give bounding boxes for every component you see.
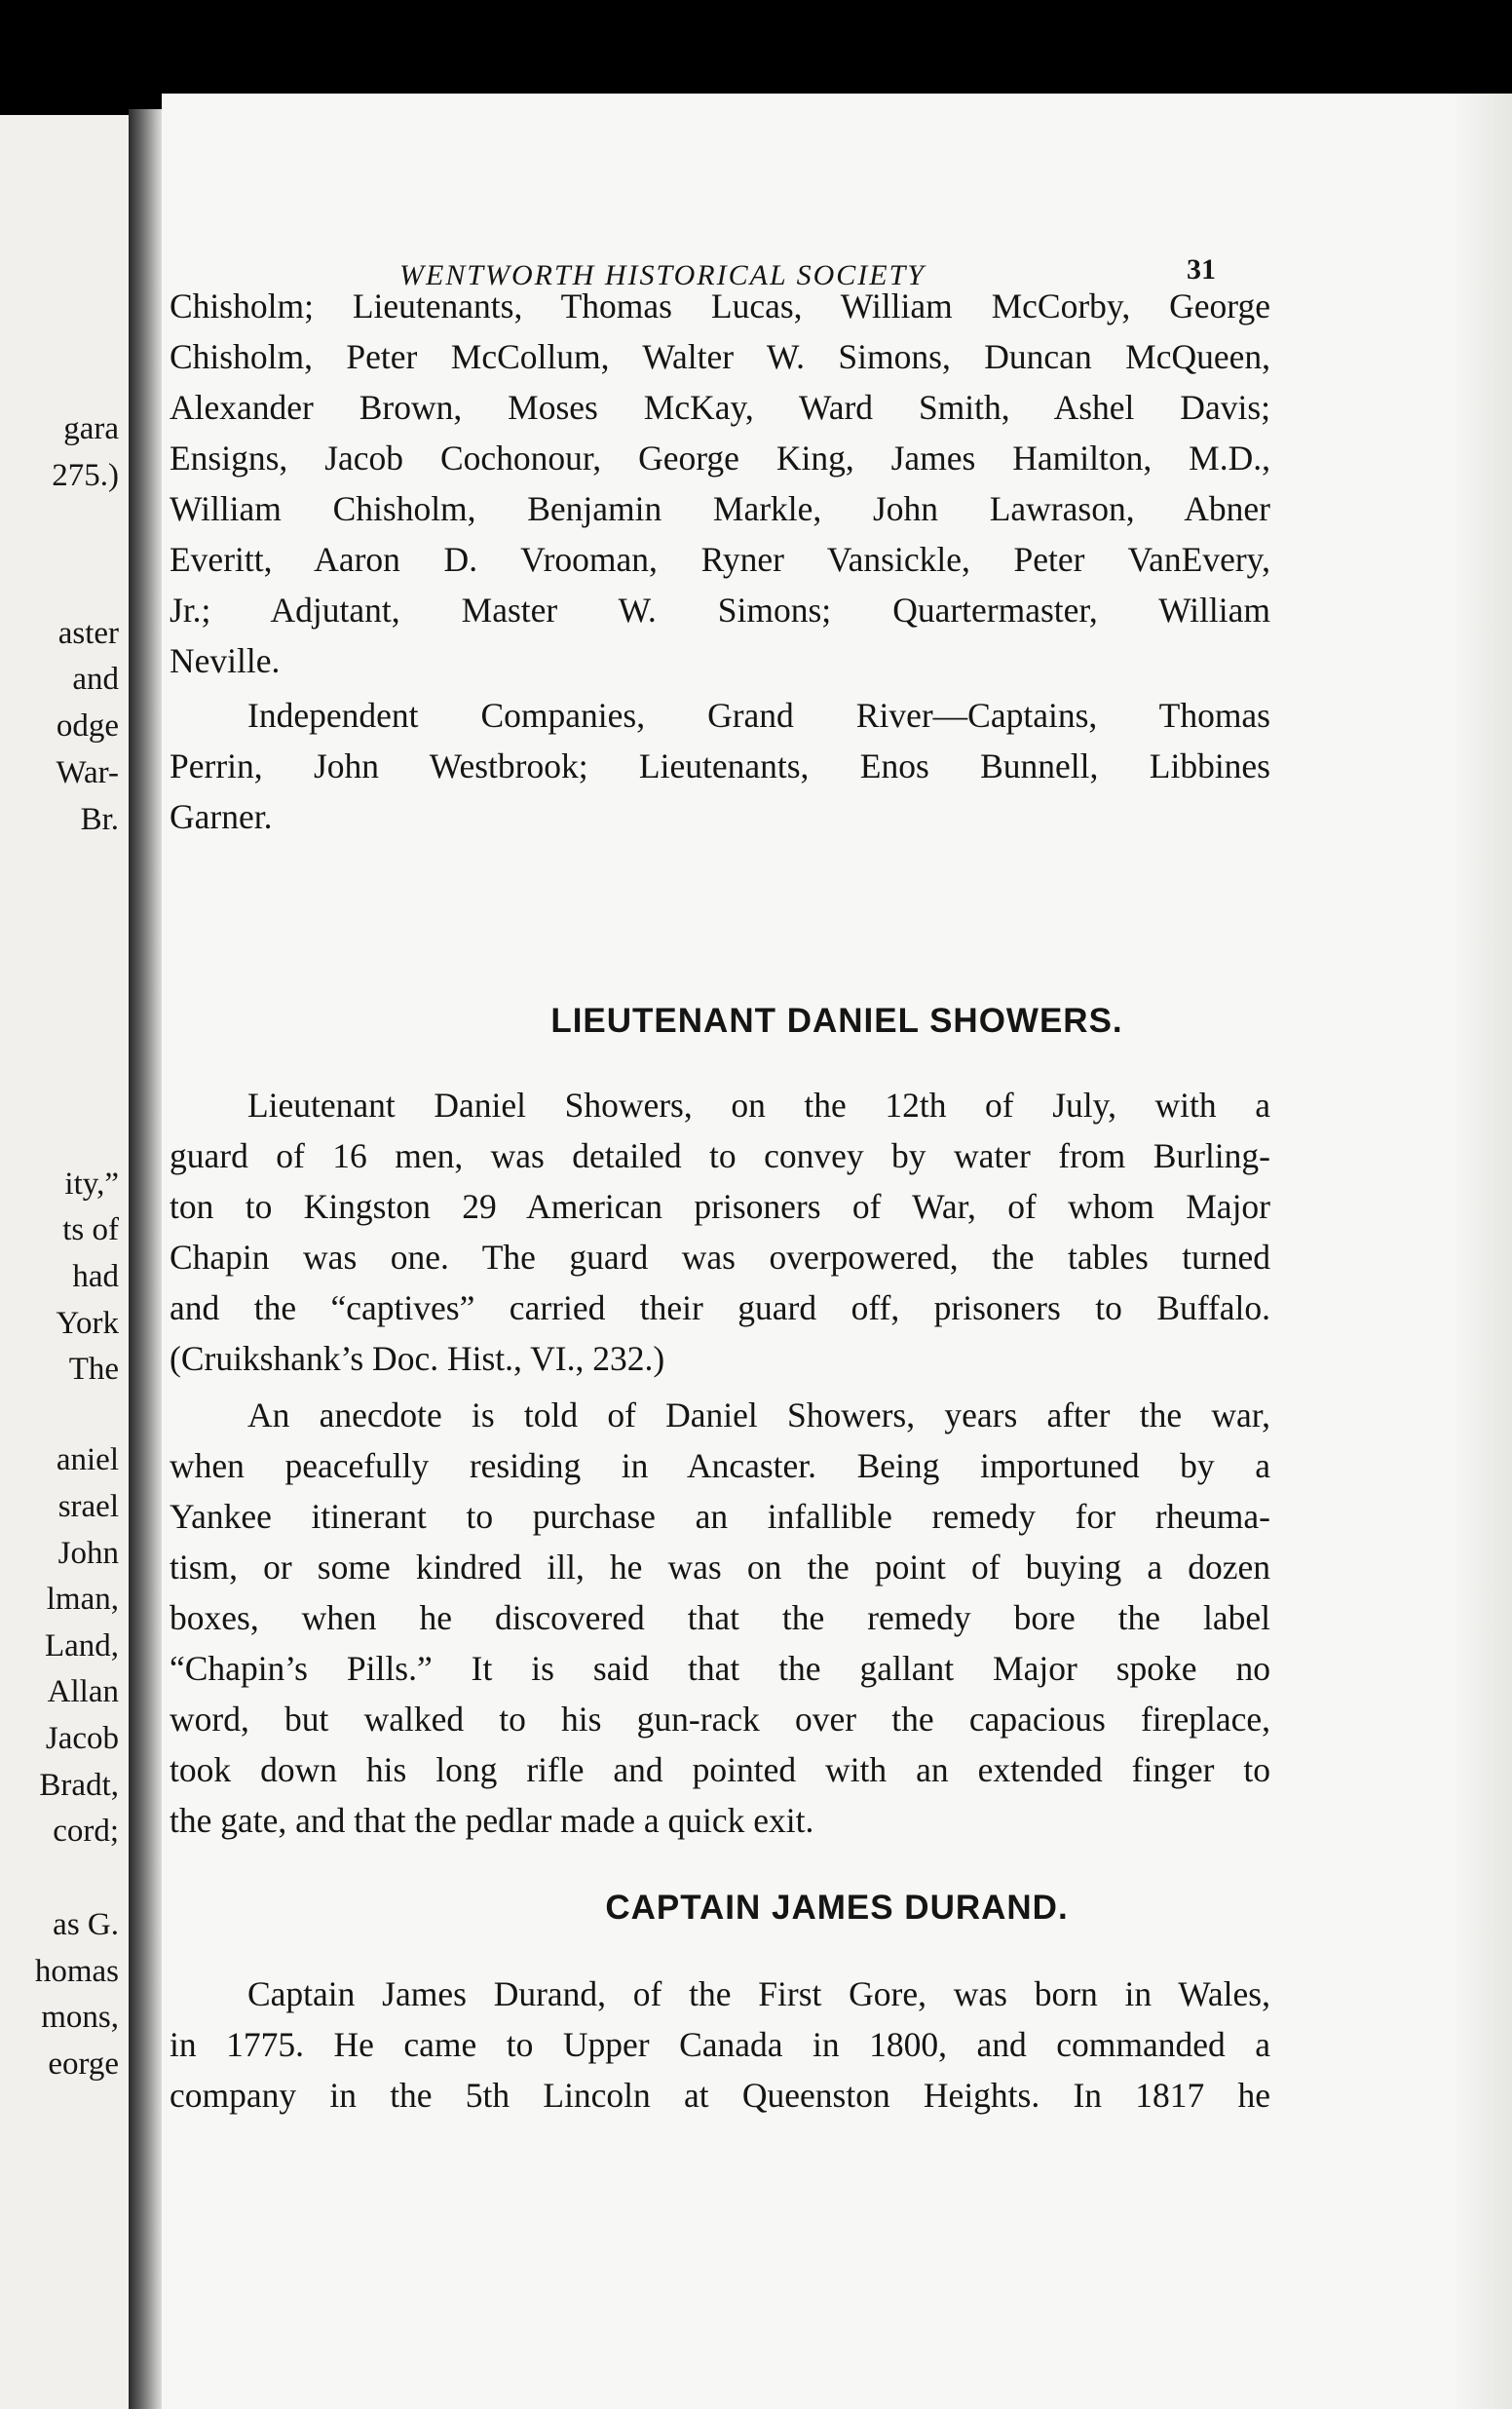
previous-page-text-line: Br. <box>80 802 119 837</box>
text-line: Chisholm, Peter McCollum, Walter W. Simons, Duncan McQueen, <box>170 337 1270 376</box>
page-edge <box>1455 94 1512 2409</box>
previous-page-text-line: 275.) <box>52 458 119 493</box>
text-line: Jr.; Adjutant, Master W. Simons; Quartermaster, William <box>170 591 1270 630</box>
section-heading-durand: CAPTAIN JAMES DURAND. <box>605 1889 1069 1927</box>
text-line: boxes, when he discovered that the remedy bore the label <box>170 1598 1270 1637</box>
text-line: guard of 16 men, was detailed to convey by water from Burling- <box>170 1136 1270 1175</box>
text-line: the gate, and that the pedlar made a quick exit. <box>170 1801 814 1840</box>
previous-page-text-line: The <box>68 1352 119 1387</box>
previous-page-text-line: aniel <box>56 1442 119 1477</box>
book-gutter <box>129 109 162 2409</box>
text-line: in 1775. He came to Upper Canada in 1800, and commanded a <box>170 2025 1270 2064</box>
previous-page-fragment <box>0 115 129 2409</box>
previous-page-text-line: War- <box>56 755 119 790</box>
text-line: Ensigns, Jacob Cochonour, George King, James Hamilton, M.D., <box>170 439 1270 478</box>
section-heading-showers: LIEUTENANT DANIEL SHOWERS. <box>550 1002 1123 1040</box>
previous-page-text-line: had <box>72 1259 119 1294</box>
officer-list-text <box>170 281 1270 842</box>
text-line: Alexander Brown, Moses McKay, Ward Smith, Ashel Davis; <box>170 388 1270 427</box>
previous-page-text-line: cord; <box>53 1814 119 1849</box>
previous-page-text-line: homas <box>34 1954 119 1989</box>
text-line: Chisholm; Lieutenants, Thomas Lucas, William McCorby, George <box>170 287 1270 325</box>
previous-page-text-line: ity,” <box>64 1166 119 1202</box>
durand-text <box>170 1969 1270 2121</box>
previous-page-text-line: eorge <box>48 2046 119 2082</box>
previous-page-text-line: ts of <box>62 1212 119 1247</box>
previous-page-text-line: as G. <box>53 1907 119 1942</box>
text-line: Garner. <box>170 797 273 836</box>
text-line: took down his long rifle and pointed with an extended finger to <box>170 1750 1270 1789</box>
text-line: (Cruikshank’s Doc. Hist., VI., 232.) <box>170 1339 665 1378</box>
text-line: word, but walked to his gun-rack over the capacious fireplace, <box>170 1700 1270 1739</box>
previous-page-text-line: srael <box>57 1489 119 1524</box>
previous-page-text-line: mons, <box>41 2000 119 2035</box>
showers-text <box>170 1080 1270 1846</box>
text-line: ton to Kingston 29 American prisoners of War, of whom Major <box>170 1187 1270 1226</box>
text-line: Neville. <box>170 641 281 680</box>
text-line: when peacefully residing in Ancaster. Being importuned by a <box>170 1446 1270 1485</box>
previous-page-text-line: gara <box>63 411 119 446</box>
text-line: Everitt, Aaron D. Vrooman, Ryner Vansickle, Peter VanEvery, <box>170 540 1270 579</box>
previous-page-text-line: York <box>56 1306 119 1341</box>
previous-page-text-line: and <box>72 662 119 697</box>
previous-page-text-line: odge <box>56 708 119 744</box>
text-line: and the “captives” carried their guard off, prisoners to Buffalo. <box>170 1288 1270 1327</box>
previous-page-text-line: Land, <box>44 1628 119 1663</box>
text-line: Perrin, John Westbrook; Lieutenants, Enos Bunnell, Libbines <box>170 746 1270 785</box>
previous-page-text-line: Bradt, <box>39 1768 119 1803</box>
text-line: “Chapin’s Pills.” It is said that the gallant Major spoke no <box>170 1649 1270 1688</box>
text-line: tism, or some kindred ill, he was on the point of buying a dozen <box>170 1548 1270 1587</box>
previous-page-text-line: Allan <box>47 1674 119 1709</box>
text-line: Independent Companies, Grand River—Captains, Thomas <box>247 696 1270 735</box>
previous-page-text-line: lman, <box>46 1582 119 1617</box>
text-line: company in the 5th Lincoln at Queenston Heights. In 1817 he <box>170 2076 1270 2115</box>
text-line: Yankee itinerant to purchase an infallible remedy for rheuma- <box>170 1497 1270 1536</box>
text-line: William Chisholm, Benjamin Markle, John Lawrason, Abner <box>170 489 1270 528</box>
previous-page-text-line: Jacob <box>45 1721 119 1756</box>
page-number: 31 <box>1187 253 1216 286</box>
text-line: Chapin was one. The guard was overpowered, the tables turned <box>170 1238 1270 1277</box>
text-line: Captain James Durand, of the First Gore, was born in Wales, <box>247 1974 1270 2013</box>
text-line: An anecdote is told of Daniel Showers, years after the war, <box>247 1396 1270 1434</box>
previous-page-text-line: John <box>57 1536 119 1571</box>
running-head: WENTWORTH HISTORICAL SOCIETY <box>399 259 926 291</box>
previous-page-text-line: aster <box>57 616 119 651</box>
text-line: Lieutenant Daniel Showers, on the 12th of July, with a <box>247 1086 1270 1125</box>
